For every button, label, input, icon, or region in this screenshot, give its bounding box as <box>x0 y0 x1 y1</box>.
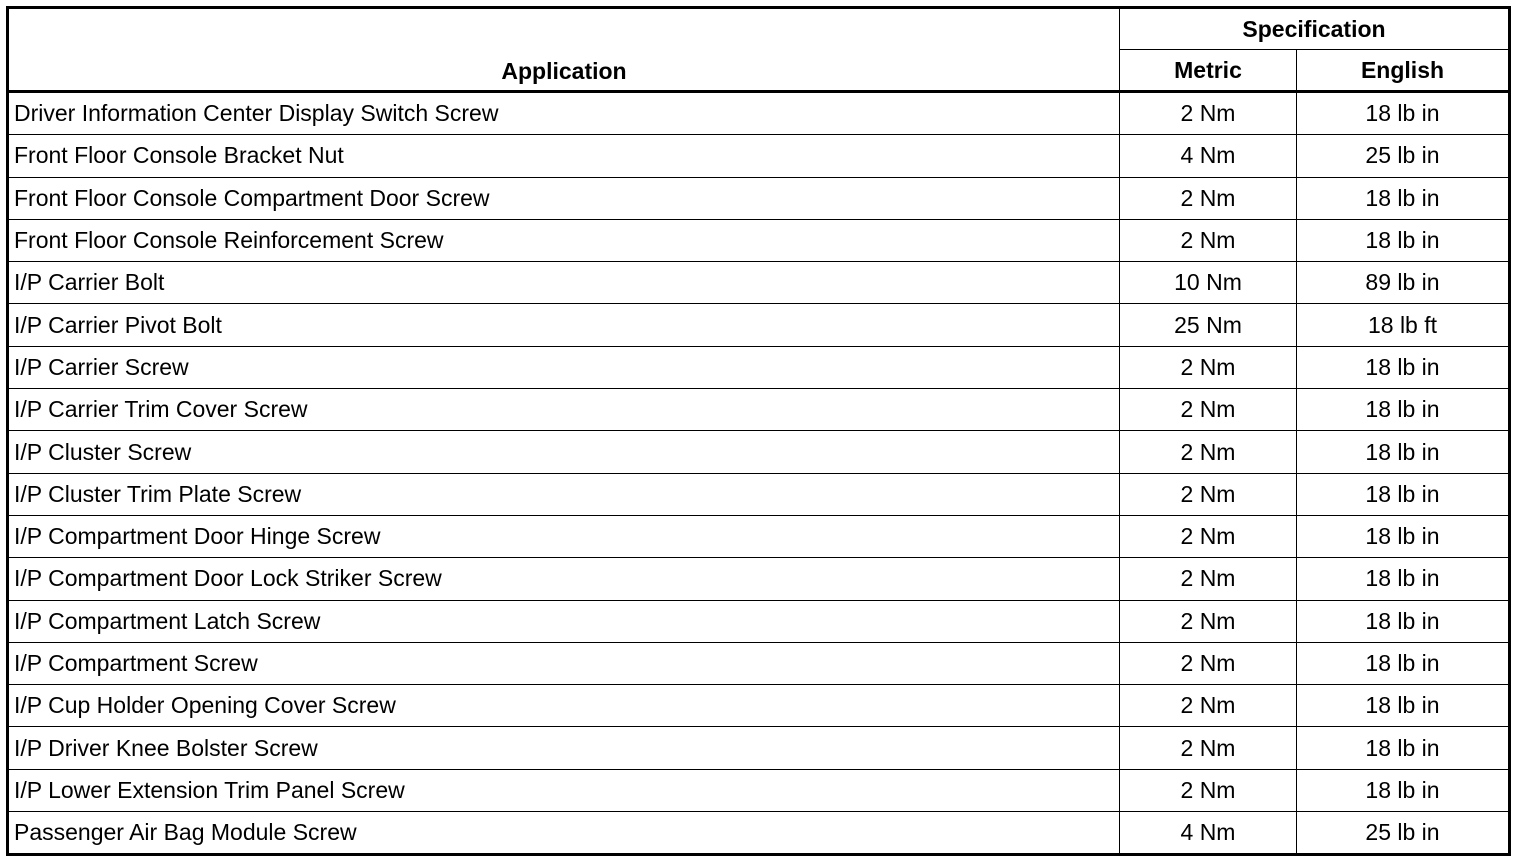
english-cell: 18 lb in <box>1297 346 1510 388</box>
metric-cell: 4 Nm <box>1120 812 1297 855</box>
application-cell: Driver Information Center Display Switch Screw <box>8 92 1120 135</box>
metric-cell: 2 Nm <box>1120 769 1297 811</box>
english-cell: 18 lb in <box>1297 642 1510 684</box>
application-cell: I/P Carrier Pivot Bolt <box>8 304 1120 346</box>
application-cell: Front Floor Console Bracket Nut <box>8 135 1120 177</box>
specification-header: Specification <box>1120 8 1510 50</box>
table-row <box>8 727 1510 769</box>
table-row <box>8 769 1510 811</box>
english-cell: 18 lb in <box>1297 515 1510 557</box>
english-cell: 18 lb in <box>1297 558 1510 600</box>
metric-cell: 25 Nm <box>1120 304 1297 346</box>
english-cell: 18 lb in <box>1297 92 1510 135</box>
table-row <box>8 685 1510 727</box>
application-cell: I/P Driver Knee Bolster Screw <box>8 727 1120 769</box>
metric-header: Metric <box>1120 50 1297 92</box>
english-cell: 25 lb in <box>1297 812 1510 855</box>
table-body <box>8 92 1510 855</box>
english-cell: 18 lb ft <box>1297 304 1510 346</box>
application-cell: I/P Compartment Door Hinge Screw <box>8 515 1120 557</box>
application-cell: I/P Cluster Trim Plate Screw <box>8 473 1120 515</box>
header-row-top <box>8 8 1510 50</box>
table-row <box>8 262 1510 304</box>
english-cell: 18 lb in <box>1297 600 1510 642</box>
table-row <box>8 642 1510 684</box>
table-row <box>8 431 1510 473</box>
metric-cell: 2 Nm <box>1120 346 1297 388</box>
application-cell: Passenger Air Bag Module Screw <box>8 812 1120 855</box>
metric-cell: 4 Nm <box>1120 135 1297 177</box>
table-row <box>8 515 1510 557</box>
metric-cell: 2 Nm <box>1120 600 1297 642</box>
english-cell: 18 lb in <box>1297 219 1510 261</box>
metric-cell: 2 Nm <box>1120 92 1297 135</box>
metric-cell: 2 Nm <box>1120 389 1297 431</box>
application-cell: I/P Carrier Trim Cover Screw <box>8 389 1120 431</box>
application-cell: I/P Carrier Bolt <box>8 262 1120 304</box>
metric-cell: 2 Nm <box>1120 219 1297 261</box>
table-row <box>8 558 1510 600</box>
english-cell: 25 lb in <box>1297 135 1510 177</box>
english-header: English <box>1297 50 1510 92</box>
metric-cell: 10 Nm <box>1120 262 1297 304</box>
fastener-spec-table <box>6 6 1511 856</box>
metric-cell: 2 Nm <box>1120 473 1297 515</box>
application-cell: Front Floor Console Reinforcement Screw <box>8 219 1120 261</box>
english-cell: 18 lb in <box>1297 389 1510 431</box>
table-row <box>8 600 1510 642</box>
application-cell: I/P Carrier Screw <box>8 346 1120 388</box>
english-cell: 18 lb in <box>1297 685 1510 727</box>
english-cell: 18 lb in <box>1297 431 1510 473</box>
application-cell: I/P Compartment Screw <box>8 642 1120 684</box>
application-cell: I/P Lower Extension Trim Panel Screw <box>8 769 1120 811</box>
application-cell: I/P Cluster Screw <box>8 431 1120 473</box>
table-row <box>8 304 1510 346</box>
metric-cell: 2 Nm <box>1120 558 1297 600</box>
english-cell: 18 lb in <box>1297 177 1510 219</box>
table-row <box>8 92 1510 135</box>
application-header: Application <box>8 8 1120 92</box>
table-row <box>8 177 1510 219</box>
application-cell: Front Floor Console Compartment Door Screw <box>8 177 1120 219</box>
table-row <box>8 473 1510 515</box>
table-row <box>8 346 1510 388</box>
table-row <box>8 219 1510 261</box>
english-cell: 18 lb in <box>1297 473 1510 515</box>
metric-cell: 2 Nm <box>1120 727 1297 769</box>
table-header <box>8 8 1510 92</box>
metric-cell: 2 Nm <box>1120 515 1297 557</box>
english-cell: 18 lb in <box>1297 769 1510 811</box>
english-cell: 89 lb in <box>1297 262 1510 304</box>
english-cell: 18 lb in <box>1297 727 1510 769</box>
metric-cell: 2 Nm <box>1120 177 1297 219</box>
application-cell: I/P Cup Holder Opening Cover Screw <box>8 685 1120 727</box>
table-row <box>8 389 1510 431</box>
application-cell: I/P Compartment Door Lock Striker Screw <box>8 558 1120 600</box>
table-row <box>8 812 1510 855</box>
metric-cell: 2 Nm <box>1120 642 1297 684</box>
metric-cell: 2 Nm <box>1120 431 1297 473</box>
application-cell: I/P Compartment Latch Screw <box>8 600 1120 642</box>
metric-cell: 2 Nm <box>1120 685 1297 727</box>
table-row <box>8 135 1510 177</box>
